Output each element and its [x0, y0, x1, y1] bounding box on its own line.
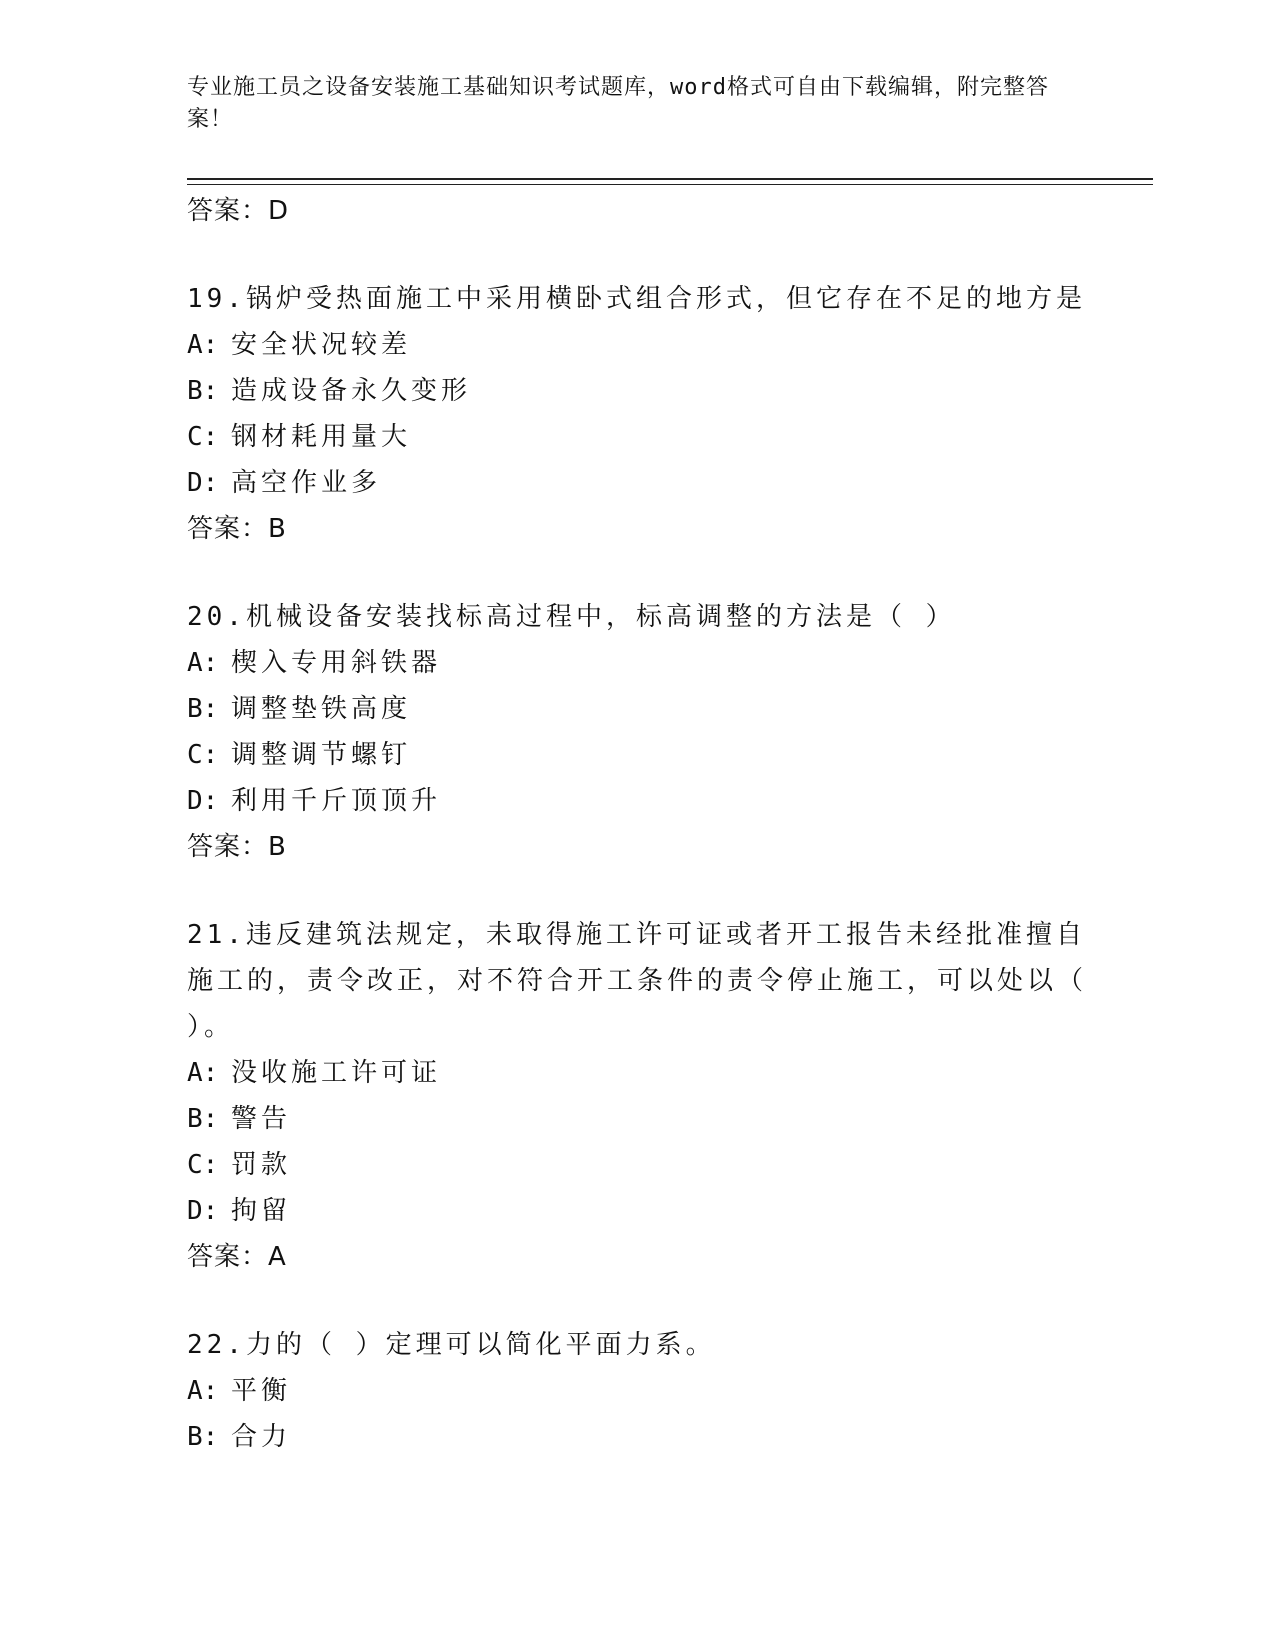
- option-c: [187, 414, 1087, 460]
- option-letter: A:: [187, 330, 219, 360]
- option-text: 调整垫铁高度: [231, 694, 412, 724]
- answer-text: 答案：A: [187, 1242, 287, 1272]
- option-text: 警告: [231, 1104, 292, 1134]
- option-a: [187, 1050, 1087, 1096]
- option-text: 高空作业多: [231, 468, 382, 498]
- option-letter: D:: [187, 1196, 219, 1226]
- option-d: [187, 1188, 1087, 1234]
- answer-text: 答案：D: [187, 196, 290, 226]
- option-text: 调整调节螺钉: [231, 740, 412, 770]
- option-text: 利用千斤顶顶升: [231, 786, 442, 816]
- option-letter: B:: [187, 376, 219, 406]
- option-b: [187, 368, 1087, 414]
- option-text: 安全状况较差: [231, 330, 412, 360]
- option-letter: B:: [187, 1422, 219, 1452]
- question-item: [187, 594, 1087, 870]
- option-c: [187, 732, 1087, 778]
- page-header: 专业施工员之设备安装施工基础知识考试题库，word格式可自由下载编辑，附完整答案！: [187, 75, 1049, 132]
- question-item: [187, 276, 1087, 552]
- option-letter: B:: [187, 1104, 219, 1134]
- option-text: 平衡: [231, 1376, 292, 1406]
- option-b: [187, 1414, 1087, 1460]
- option-letter: C:: [187, 740, 219, 770]
- option-text: 罚款: [231, 1150, 292, 1180]
- option-letter: A:: [187, 648, 219, 678]
- question-text: 19.锅炉受热面施工中采用横卧式组合形式，但它存在不足的地方是: [187, 284, 1086, 314]
- question-item: [187, 1322, 1087, 1460]
- option-text: 没收施工许可证: [231, 1058, 442, 1088]
- option-text: 拘留: [231, 1196, 292, 1226]
- option-a: [187, 640, 1087, 686]
- option-letter: D:: [187, 786, 219, 816]
- answer-text: 答案：B: [187, 514, 287, 544]
- option-text: 造成设备永久变形: [231, 376, 472, 406]
- option-d: [187, 778, 1087, 824]
- option-a: [187, 322, 1087, 368]
- question-text: 20.机械设备安装找标高过程中，标高调整的方法是（ ）: [187, 602, 956, 632]
- option-letter: C:: [187, 1150, 219, 1180]
- header-divider: [187, 178, 1153, 185]
- option-letter: B:: [187, 694, 219, 724]
- option-text: 合力: [231, 1422, 292, 1452]
- option-a: [187, 1368, 1087, 1414]
- option-c: [187, 1142, 1087, 1188]
- option-letter: A:: [187, 1376, 219, 1406]
- question-text: 22.力的（ ）定理可以简化平面力系。: [187, 1330, 716, 1360]
- option-text: 楔入专用斜铁器: [231, 648, 442, 678]
- option-b: [187, 686, 1087, 732]
- option-b: [187, 1096, 1087, 1142]
- option-text: 钢材耗用量大: [231, 422, 412, 452]
- question-item: [187, 912, 1087, 1280]
- option-letter: D:: [187, 468, 219, 498]
- option-d: [187, 460, 1087, 506]
- answer-text: 答案：B: [187, 832, 287, 862]
- question-list: [187, 188, 1087, 1460]
- question-text: 21.违反建筑法规定，未取得施工许可证或者开工报告未经批准擅自施工的，责令改正，对不符合开工条件的责令停止施工，可以处以（ ）。: [187, 920, 1088, 1042]
- option-letter: C:: [187, 422, 219, 452]
- option-letter: A:: [187, 1058, 219, 1088]
